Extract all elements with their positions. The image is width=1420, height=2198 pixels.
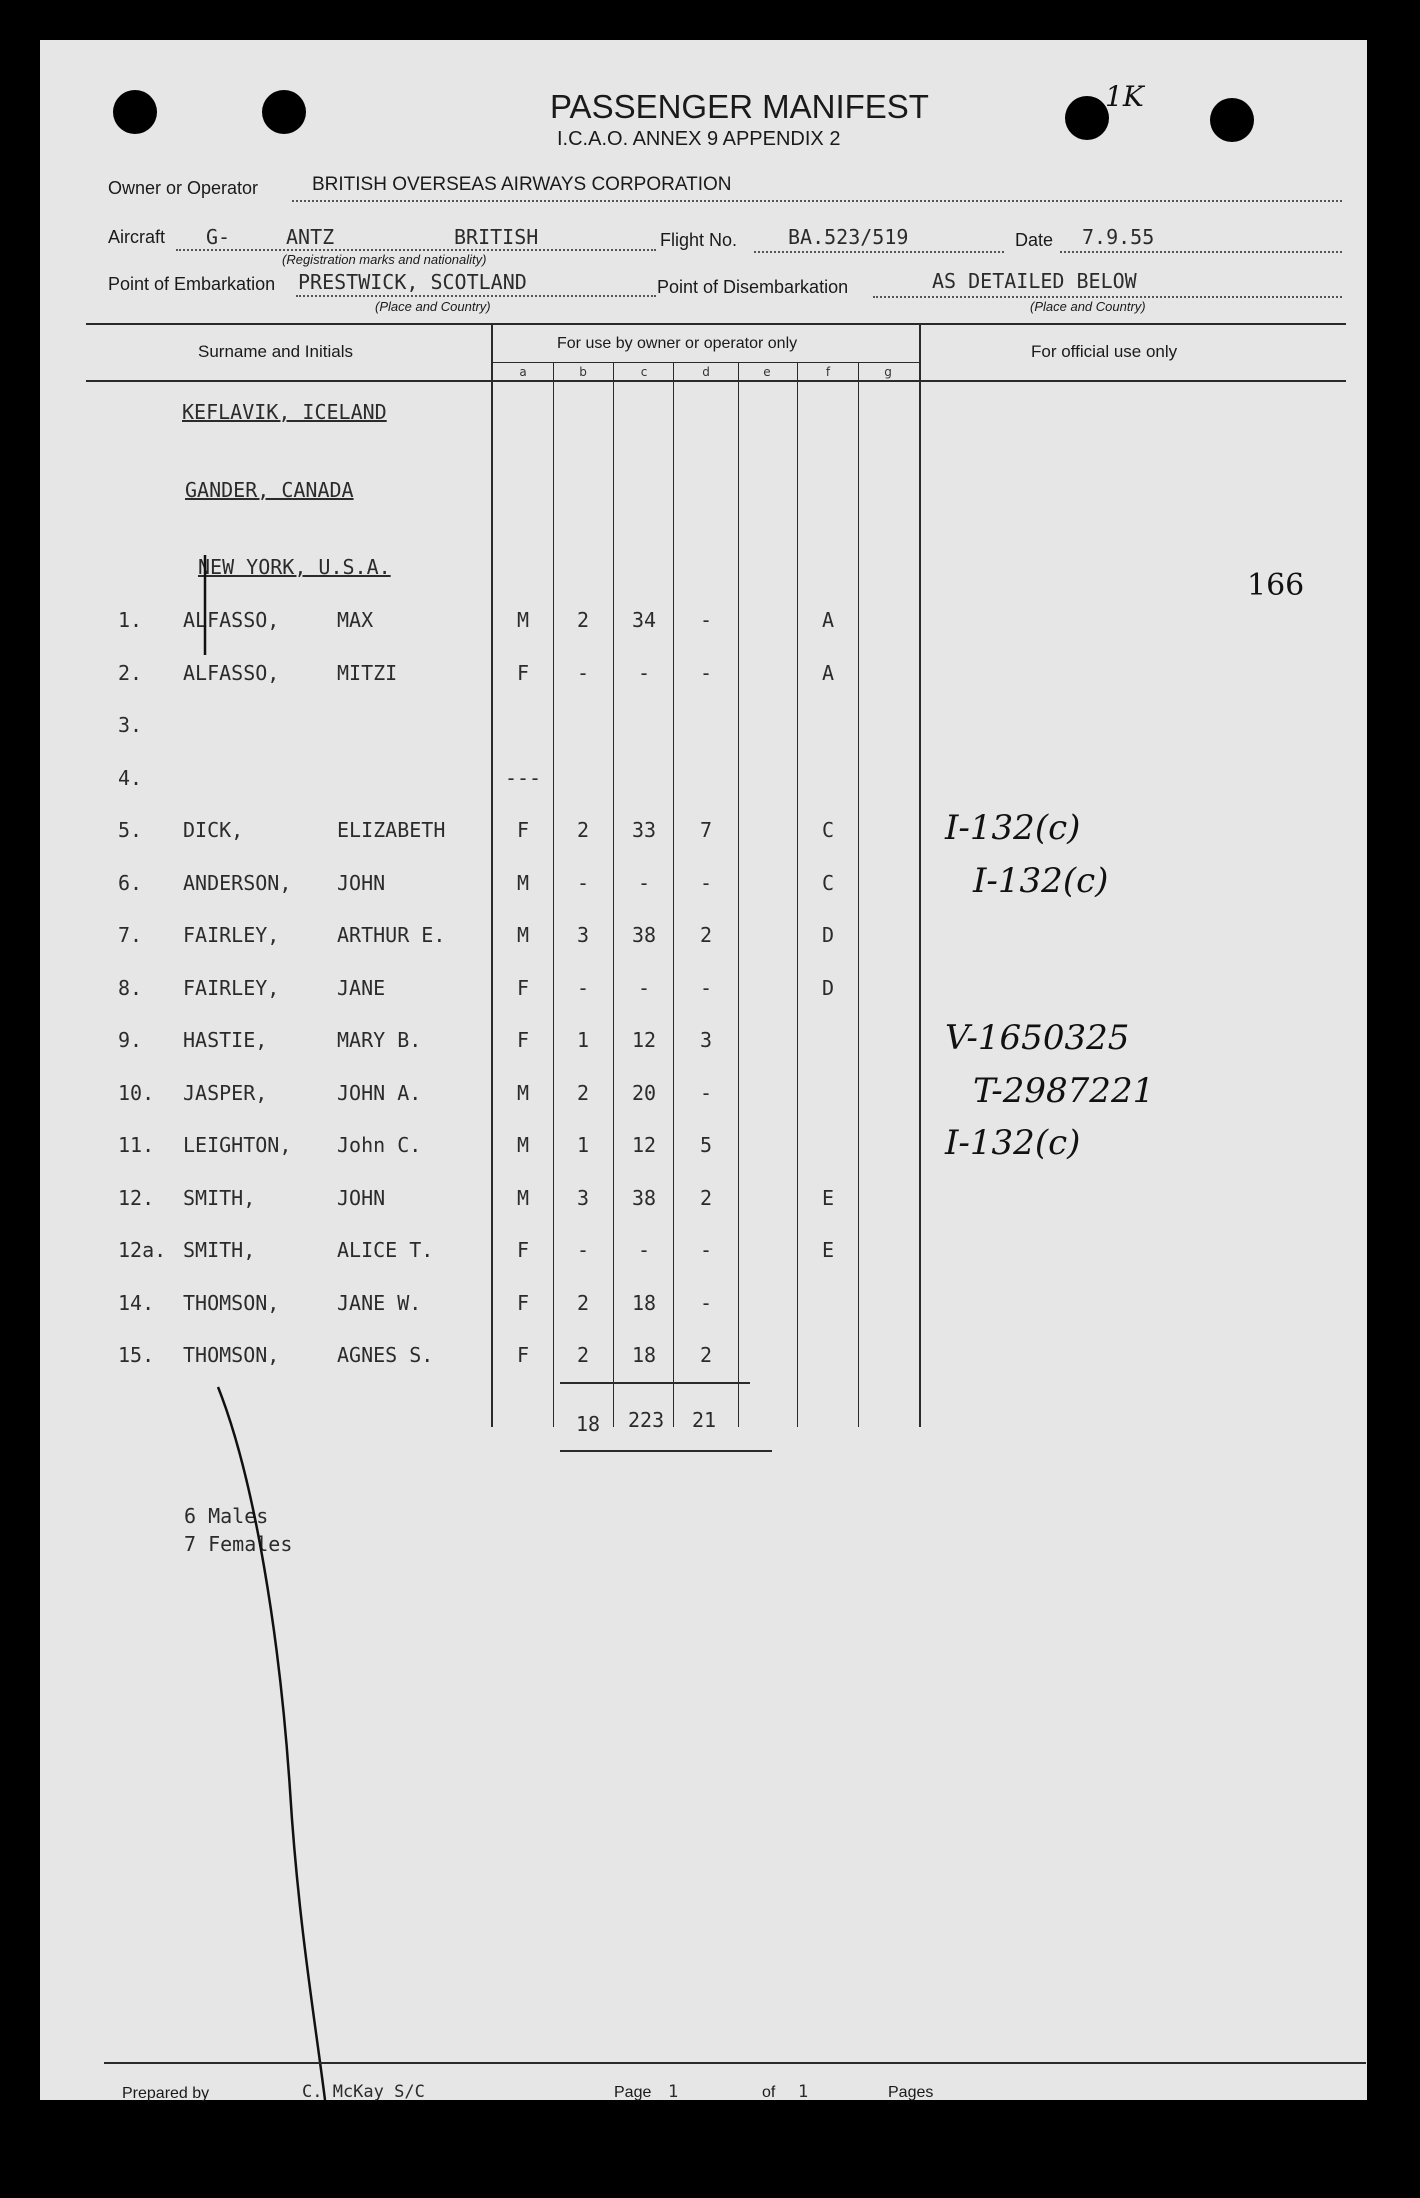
row-col-b: 1 <box>576 1028 590 1052</box>
row-col-c: 20 <box>631 1080 657 1105</box>
row-number: 5. <box>118 818 143 842</box>
row-col-d: - <box>699 660 713 685</box>
manifest-subtitle: I.C.A.O. ANNEX 9 APPENDIX 2 <box>557 128 841 150</box>
row-given-names: JOHN <box>337 1185 386 1210</box>
row-number: 12a. <box>118 1238 167 1262</box>
row-col-a: M <box>516 870 530 895</box>
row-official-note: T-2987221 <box>973 1070 1155 1111</box>
row-surname: FAIRLEY, <box>183 975 280 1000</box>
row-col-b: - <box>576 975 590 1000</box>
row-surname: JASPER, <box>183 1080 268 1105</box>
row-col-d: - <box>699 870 713 895</box>
flight-number: BA.523/519 <box>788 225 909 249</box>
footer-rule <box>104 2062 1366 2064</box>
row-col-c: - <box>637 1238 651 1262</box>
column-b-header: b <box>579 365 587 379</box>
row-col-f: A <box>821 608 835 632</box>
date-value: 7.9.55 <box>1082 225 1155 249</box>
row-col-d: 2 <box>699 1185 713 1210</box>
row-given-names: MITZI <box>337 660 398 685</box>
row-col-d: 2 <box>699 1343 713 1367</box>
row-col-b: - <box>576 1238 590 1262</box>
row-col-c: 34 <box>631 608 657 632</box>
aircraft-prefix: G- <box>206 225 231 249</box>
embarkation-place-note: (Place and Country) <box>375 299 491 314</box>
row-col-a: F <box>516 1290 530 1315</box>
stamp-mark: 1K <box>1105 80 1144 113</box>
prepared-label: Prepared by <box>122 2085 210 2102</box>
prepared-value: C. McKay S/C <box>302 2082 425 2102</box>
official-column-header: For official use only <box>1031 342 1178 361</box>
row-number: 1. <box>118 608 143 632</box>
row-number: 8. <box>118 975 143 1000</box>
column-a-header: a <box>519 365 527 379</box>
row-surname: SMITH, <box>183 1185 256 1210</box>
row-col-d: 7 <box>699 818 713 842</box>
row-number: 15. <box>118 1343 155 1367</box>
row-col-a: F <box>516 975 530 1000</box>
row-official-note: I-132(c) <box>945 1123 1081 1163</box>
row-number: 2. <box>118 660 143 685</box>
row-col-f: C <box>821 818 835 842</box>
row-number: 10. <box>118 1080 155 1105</box>
row-col-d: - <box>699 1238 713 1262</box>
row-surname: SMITH, <box>183 1238 256 1262</box>
row-number: 11. <box>118 1133 155 1157</box>
row-col-a: M <box>516 608 530 632</box>
of-value: 1 <box>798 2082 809 2102</box>
row-col-c: - <box>637 870 651 895</box>
row-surname: ANDERSON, <box>183 870 292 895</box>
row-number: 7. <box>118 923 143 947</box>
total-c: 223 <box>628 1408 665 1432</box>
row-col-a: F <box>516 818 530 842</box>
row-col-d: - <box>699 975 713 1000</box>
row-col-b: 2 <box>576 1290 590 1315</box>
aircraft-label: Aircraft <box>108 227 166 247</box>
row-number: 4. <box>118 765 143 790</box>
row-col-d: 2 <box>699 923 713 947</box>
row-number: 9. <box>118 1028 143 1052</box>
row-col-b: 1 <box>576 1133 590 1157</box>
of-label: of <box>762 2084 776 2101</box>
row-col-d: 5 <box>699 1133 713 1157</box>
registration-note: (Registration marks and nationality) <box>282 252 487 267</box>
page-label: Page <box>614 2084 652 2101</box>
row-col-a: M <box>516 923 530 947</box>
row-col-c: 33 <box>631 818 657 842</box>
row-col-a: --- <box>504 765 542 790</box>
disembarkation-value: AS DETAILED BELOW <box>932 269 1137 293</box>
page-value: 1 <box>668 2082 679 2102</box>
column-e-header: e <box>763 365 771 379</box>
row-col-b: 2 <box>576 1080 590 1105</box>
row-given-names: ARTHUR E. <box>337 923 446 947</box>
row-col-c: 18 <box>631 1290 657 1315</box>
row-col-a: F <box>516 1028 530 1052</box>
row-col-a: M <box>516 1133 530 1157</box>
row-col-b: 2 <box>576 1343 590 1367</box>
row-official-note: I-132(c) <box>945 808 1081 848</box>
row-col-c: - <box>637 660 651 685</box>
row-col-a: F <box>516 1343 530 1367</box>
row-given-names: JANE W. <box>337 1290 422 1315</box>
row-given-names: JANE <box>337 975 386 1000</box>
row-surname: THOMSON, <box>183 1290 280 1315</box>
row-col-c: 18 <box>631 1343 657 1367</box>
row-given-names: JOHN <box>337 870 386 895</box>
total-b: 18 <box>576 1412 601 1436</box>
row-col-f: D <box>821 975 835 1000</box>
row-col-d: - <box>699 608 713 632</box>
row-given-names: MAX <box>337 608 374 632</box>
owner-value: BRITISH OVERSEAS AIRWAYS CORPORATION <box>312 174 732 195</box>
row-given-names: JOHN A. <box>337 1080 422 1105</box>
row-official-note: I-132(c) <box>973 860 1109 901</box>
date-label: Date <box>1015 230 1054 250</box>
row-col-d: - <box>699 1290 713 1315</box>
row-given-names: MARY B. <box>337 1028 422 1052</box>
column-c-header: c <box>640 365 648 379</box>
page-number: 166 <box>1247 568 1305 603</box>
pen-marks <box>40 40 1367 2100</box>
aircraft-registration: ANTZ <box>286 225 335 249</box>
row-surname: ALFASSO, <box>183 608 280 632</box>
summary-females: 7 Females <box>184 1532 293 1556</box>
row-given-names: ALICE T. <box>337 1238 434 1262</box>
row-col-d: - <box>699 1080 713 1105</box>
row-col-f: E <box>821 1238 835 1262</box>
row-number: 6. <box>118 870 143 895</box>
row-number: 3. <box>118 713 143 737</box>
owner-label: Owner or Operator <box>108 178 259 198</box>
row-col-c: - <box>637 975 651 1000</box>
row-col-f: A <box>821 660 835 685</box>
row-surname: LEIGHTON, <box>183 1133 292 1157</box>
manifest-title: PASSENGER MANIFEST <box>550 88 929 125</box>
row-col-f: D <box>821 923 835 947</box>
destination-2: GANDER, CANADA <box>185 478 354 502</box>
row-col-b: - <box>576 870 590 895</box>
row-surname: ALFASSO, <box>183 660 280 685</box>
owner-use-column-header: For use by owner or operator only <box>557 335 798 352</box>
row-given-names: AGNES S. <box>337 1343 434 1367</box>
disembarkation-label: Point of Disembarkation <box>657 277 849 297</box>
row-number: 14. <box>118 1290 155 1315</box>
disembarkation-place-note: (Place and Country) <box>1030 299 1146 314</box>
row-col-f: C <box>821 870 835 895</box>
row-col-b: 3 <box>576 923 590 947</box>
row-surname: DICK, <box>183 818 244 842</box>
row-surname: HASTIE, <box>183 1028 268 1052</box>
row-col-c: 12 <box>631 1028 657 1052</box>
summary-males: 6 Males <box>184 1504 269 1528</box>
aircraft-nationality: BRITISH <box>454 225 539 249</box>
embarkation-value: PRESTWICK, SCOTLAND <box>298 270 527 294</box>
row-col-d: 3 <box>699 1028 713 1052</box>
row-col-b: 3 <box>576 1185 590 1210</box>
row-col-a: F <box>516 1238 530 1262</box>
surname-column-header: Surname and Initials <box>198 342 353 361</box>
row-col-c: 38 <box>631 923 657 947</box>
column-g-header: g <box>884 365 892 379</box>
row-col-a: M <box>516 1080 530 1105</box>
row-col-b: 2 <box>576 608 590 632</box>
row-col-b: 2 <box>576 818 590 842</box>
column-d-header: d <box>702 365 710 379</box>
manifest-sheet <box>40 40 1367 2100</box>
destination-3: NEW YORK, U.S.A. <box>198 555 391 579</box>
row-col-c: 38 <box>631 1185 657 1210</box>
row-surname: FAIRLEY, <box>183 923 280 947</box>
row-col-f: E <box>821 1185 835 1210</box>
row-col-b: - <box>576 660 590 685</box>
pages-label: Pages <box>888 2084 934 2101</box>
row-surname: THOMSON, <box>183 1343 280 1367</box>
row-number: 12. <box>118 1185 155 1210</box>
total-d: 21 <box>692 1408 717 1432</box>
row-col-c: 12 <box>631 1133 657 1157</box>
row-given-names: John C. <box>337 1133 422 1157</box>
column-f-header: f <box>825 365 831 379</box>
row-official-note: V-1650325 <box>945 1018 1130 1058</box>
embarkation-label: Point of Embarkation <box>108 274 276 294</box>
row-col-a: F <box>516 660 530 685</box>
row-col-a: M <box>516 1185 530 1210</box>
row-given-names: ELIZABETH <box>337 818 446 842</box>
destination-1: KEFLAVIK, ICELAND <box>182 400 387 424</box>
flight-label: Flight No. <box>660 230 738 250</box>
